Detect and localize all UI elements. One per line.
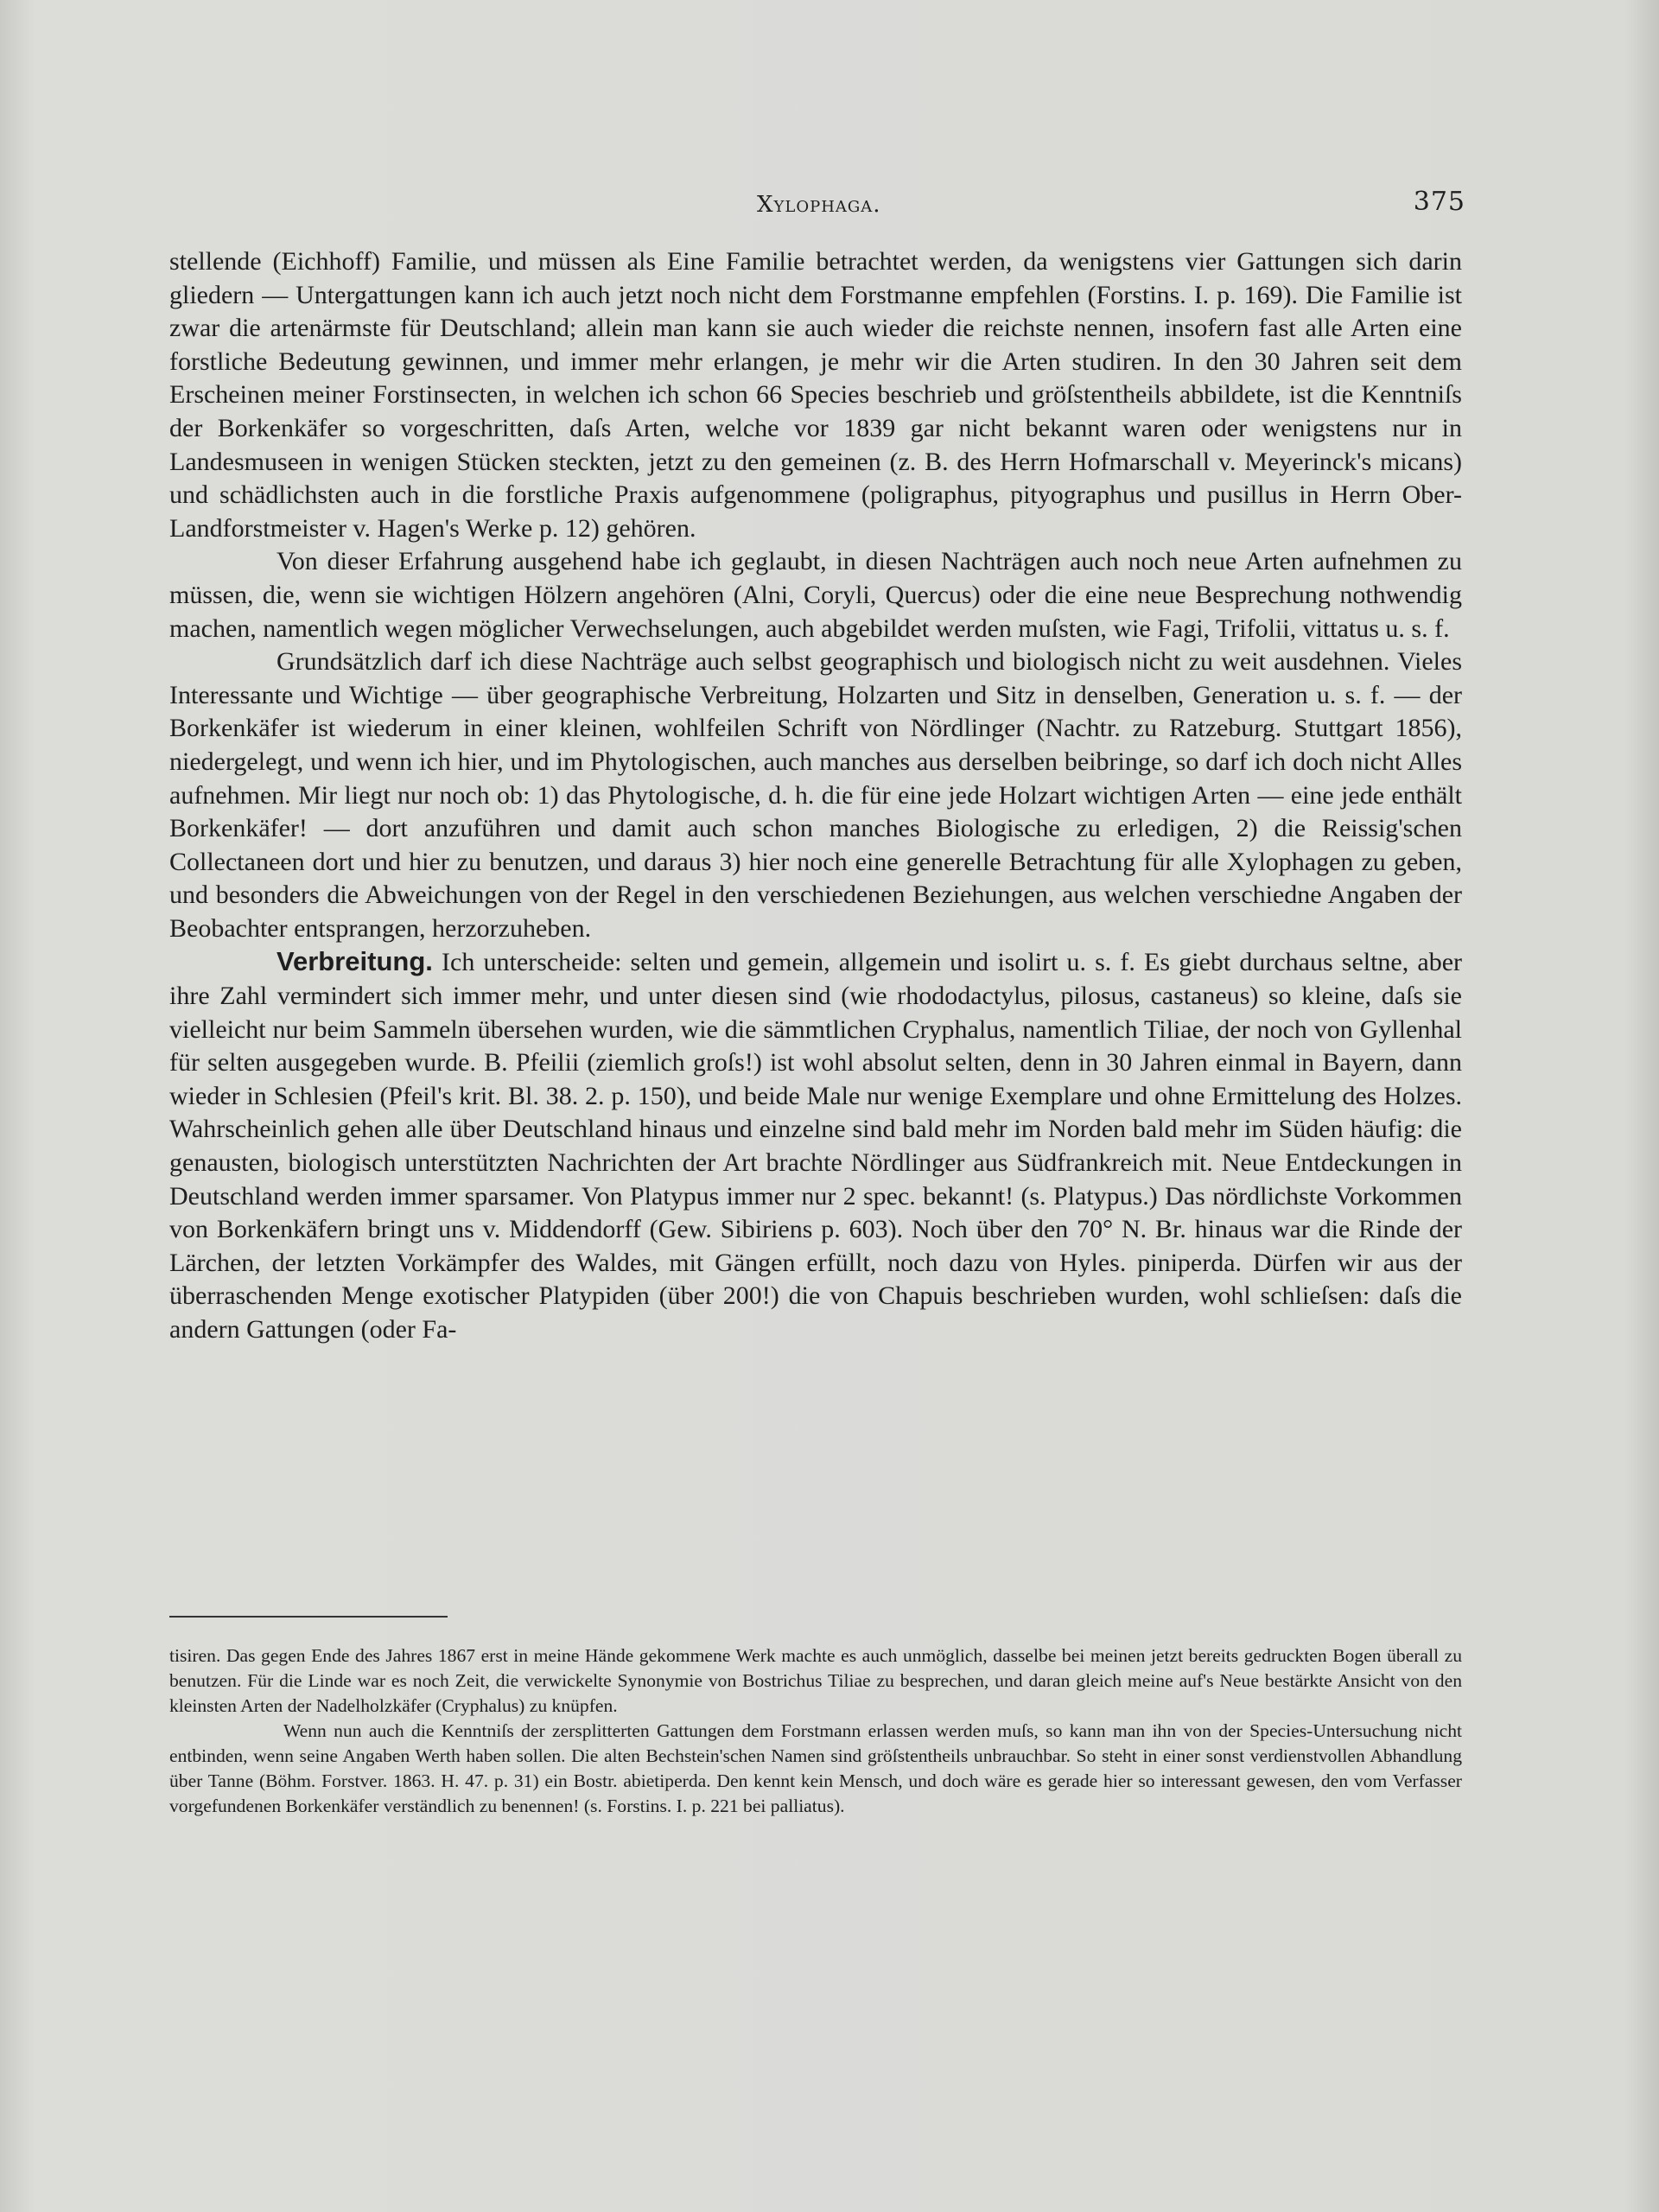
paragraph-family-continuation: stellende (Eichhoff) Familie, und müssen als Eine Familie betrachtet werden, da wenigstens vier Gattungen sich darin gliedern — Untergattungen kann ich auch jetzt noch nicht dem Forstmanne empfehlen (Forstins. I. p. 169). Die Familie ist zwar die artenärmste für Deutschland; allein man kann sie auch wieder die reichste nennen, insofern fast alle Arten eine forstliche Bedeutung gewinnen, und immer mehr erlangen, je mehr wir die Arten studiren. In den 30 Jahren seit dem Erscheinen meiner Forstinsecten, in welchen ich schon 66 Species beschrieb und gröſstentheils abbildete, ist die Kenntniſs der Borkenkäfer so vorgeschritten, daſs Arten, welche vor 1839 gar nicht bekannt waren oder wenigstens nur in Landesmuseen in wenigen Stücken steckten, jetzt zu den gemeinen (z. B. des Herrn Hofmarschall v. Meyerinck's micans) und schädlichsten auch in die forstliche Praxis aufgenommene (poligraphus, pityographus und pusillus in Herrn Ober-Landforstmeister v. Hagen's Werke p. 12) gehören. (169, 247, 1462, 543)
paragraph-distribution (169, 945, 1462, 1346)
footnote-species: Wenn nun auch die Kenntniſs der zersplitterten Gattungen dem Forstmann erlassen werden muſs, so kann man ihn von der Species-Untersuchung nicht entbinden, wenn seine Angaben Werth haben sollen. Die alten Bechstein'schen Namen sind gröſstentheils unbrauchbar. So steht in einer sonst verdienstvollen Abhandlung über Tanne (Böhm. Forstver. 1863. H. 47. p. 31) ein Bostr. abietiperda. Den kennt kein Mensch, und doch wäre es gerade hier so interessant gewesen, den vom Verfasser vorgefundenen Borkenkäfer verständlich zu benennen! (s. Forstins. I. p. 221 bei palliatus). (169, 1720, 1462, 1816)
section-heading-verbreitung: Verbreitung. (276, 946, 433, 977)
main-text (169, 245, 1462, 1347)
paragraph-principles: Grundsätzlich darf ich diese Nachträge auch selbst geographisch und biologisch nicht zu weit ausdehnen. Vieles Interessante und Wichtige — über geographische Verbreitung, Holzarten und Sitz in denselben, Generation u. s. f. — der Borkenkäfer ist wiederum in einer kleinen, wohlfeilen Schrift von Nördlinger (Nachtr. zu Ratzeburg. Stuttgart 1856), niedergelegt, und wenn ich hier, und im Phytologischen, auch manches aus derselben beibringe, so darf ich doch nicht Alles aufnehmen. Mir liegt nur noch ob: 1) das Phytologische, d. h. die für eine jede Holzart wichtigen Arten — eine jede enthält Borkenkäfer! — dort anzuführen und damit auch schon manches Biologische zu erledigen, 2) die Reissig'schen Collectaneen dort und hier zu benutzen, und daraus 3) hier noch eine generelle Betrachtung für alle Xylophagen zu geben, und besonders die Abweichungen von der Regel in den verschiedenen Beziehungen, aus welchen verschiedne Angaben der Beobachter entsprangen, herzorzuheben. (169, 647, 1462, 943)
running-title: Xylophaga. (757, 192, 881, 218)
page-number: 375 (1413, 187, 1465, 217)
paragraph-distribution-text: Ich unterscheide: selten und gemein, allgemein und isolirt u. s. f. Es giebt durchaus seltne, aber ihre Zahl vermindert sich immer mehr, und unter diesen sind (wie rhododactylus, pilosus, castaneus) so kleine, daſs sie vielleicht nur beim Sammeln übersehen wurden, wie die sämmtlichen Cryphalus, namentlich Tiliae, der noch von Gyllenhal für selten ausgegeben wurde. B. Pfeilii (ziemlich groſs!) ist wohl absolut selten, denn in 30 Jahren einmal in Bayern, dann wieder in Schlesien (Pfeil's krit. Bl. 38. 2. p. 150), und beide Male nur wenige Exemplare und ohne Ermittelung des Holzes. Wahrscheinlich gehen alle über Deutschland hinaus und einzelne sind bald mehr im Norden bald mehr im Süden häufig: die genausten, biologisch unterstützten Nachrichten der Art brachte Nördlinger aus Südfrankreich mit. Neue Entdeckungen in Deutschland werden immer sparsamer. Von Platypus immer nur 2 spec. bekannt! (s. Platypus.) Das nördlichste Vorkommen von Borkenkäfern bringt uns v. Middendorff (Gew. Sibiriens p. 603). Noch über den 70° N. Br. hinaus war die Rinde der Lärchen, der letzten Vorkämpfer des Waldes, mit Gängen erfüllt, noch dazu von Hyles. piniperda. Dürfen wir aus der überraschenden Menge exotischer Platypiden (über 200!) die von Chapuis beschrieben wurden, wohl schlieſsen: daſs die andern Gattungen (oder Fa- (169, 948, 1463, 1344)
footnotes (169, 1643, 1462, 1819)
footnote-continuation: tisiren. Das gegen Ende des Jahres 1867 erst in meine Hände gekommene Werk machte es auch unmöglich, dasselbe bei meinen jetzt bereits gedruckten Bogen überall zu benutzen. Für die Linde war es noch Zeit, die verwickelte Synonymie von Bostrichus Tiliae zu besprechen, und daran gleich meine auf's Neue bestärkte Ansicht von den kleinsten Arten der Nadelholzkäfer (Cryphalus) zu knüpfen. (169, 1645, 1462, 1716)
footnote-separator (169, 1616, 448, 1618)
paragraph-new-species: Von dieser Erfahrung ausgehend habe ich geglaubt, in diesen Nachträgen auch noch neue Arten aufnehmen zu müssen, die, wenn sie wichtigen Hölzern angehören (Alni, Coryli, Quercus) oder die eine neue Besprechung nothwendig machen, namentlich wegen möglicher Verwechselungen, auch abgebildet werden muſsten, wie Fagi, Trifolii, vittatus u. s. f. (169, 547, 1462, 643)
